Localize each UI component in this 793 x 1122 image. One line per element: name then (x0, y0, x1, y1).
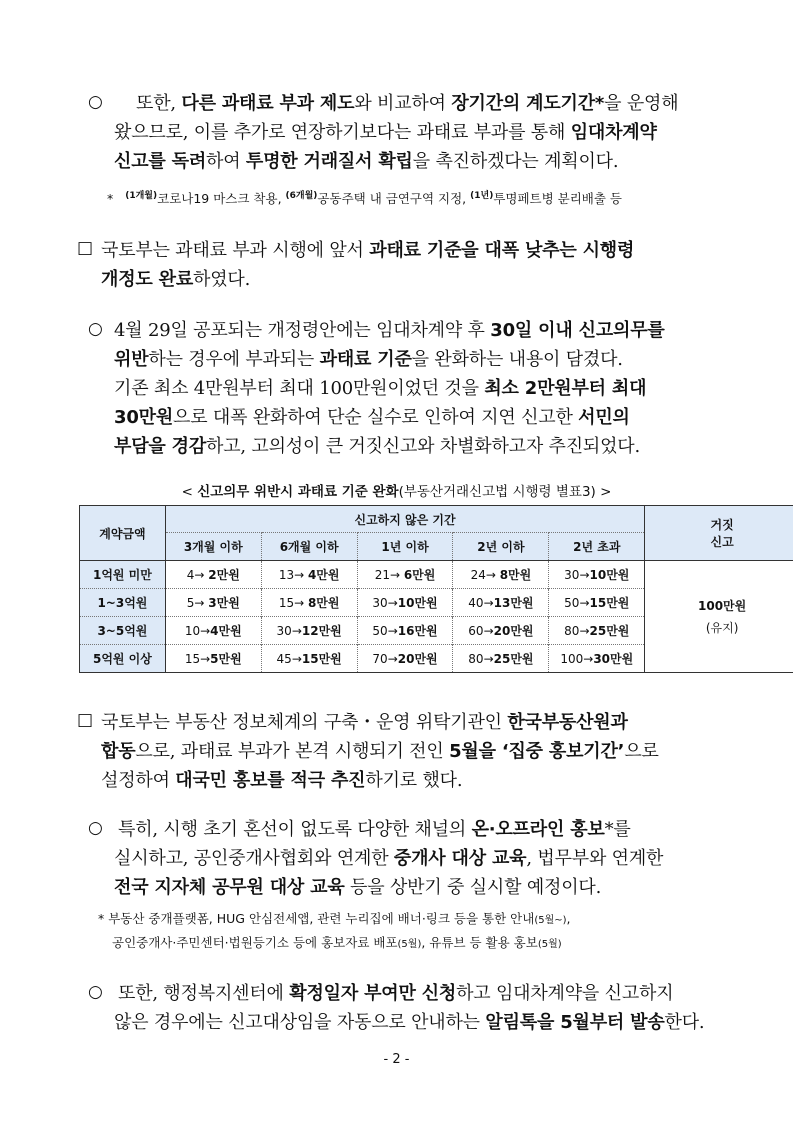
body-text: 4월 29일 공포되는 개정령안에는 임대차계약 후 (114, 320, 491, 341)
bullet-circle-marker: ○ (88, 92, 103, 112)
emphasis-text: 온·오프라인 홍보 (471, 819, 605, 840)
new-fine: 25만원 (493, 652, 534, 666)
emphasis-text: 과태료 기준을 대폭 낮추는 시행령 (369, 240, 635, 261)
bullet-circle-marker: ○ (88, 818, 103, 838)
emphasis-text: 30만원 (114, 407, 174, 428)
old-fine: 50→ (564, 596, 590, 610)
table-caption (0, 480, 793, 500)
body-text: 왔으므로, 이를 추가로 연장하기보다는 과태료 부과를 통해 (114, 122, 571, 143)
text-line (114, 118, 678, 147)
new-fine: 15만원 (301, 652, 342, 666)
new-fine: 6만원 (403, 568, 436, 582)
old-fine: 40→ (468, 596, 494, 610)
text-line (101, 265, 634, 294)
old-fine: 60→ (468, 624, 494, 638)
table-cell (165, 561, 261, 589)
body-text: 하였다. (193, 269, 251, 290)
body-text: 와 비교하여 (354, 93, 452, 114)
new-fine: 3만원 (208, 596, 240, 610)
footnote-line (98, 908, 571, 932)
new-fine: 16만원 (397, 624, 438, 638)
emphasis-text: 알림톡을 5월부터 발송 (485, 1012, 665, 1033)
emphasis-text: 개정도 완료 (101, 269, 194, 290)
body-text: 을 운영해 (604, 93, 679, 114)
table-cell (549, 617, 645, 645)
emphasis-text: 신고를 독려 (114, 151, 207, 172)
new-fine: 10만원 (397, 596, 438, 610)
false-report-fine (645, 561, 793, 673)
body-text: , 법무부와 연계한 (526, 848, 664, 869)
text-line (114, 432, 665, 461)
emphasis-text: 30일 이내 신고의무를 (490, 320, 665, 341)
table-cell (165, 645, 261, 673)
emphasis-text: 과태료 기준 (319, 349, 412, 370)
paragraph-promotion-period (77, 708, 659, 795)
body-text: 한다. (664, 1012, 705, 1033)
body-text: 을 완화하는 내용이 담겼다. (411, 349, 623, 370)
old-fine: 80→ (564, 624, 590, 638)
emphasis-text: 전국 지자체 공무원 대상 교육 (114, 877, 345, 898)
table-cell (261, 617, 357, 645)
period-header: 2년 이하 (453, 533, 549, 561)
body-text: 으로 대폭 완화하여 단순 실수로 인하여 지연 신고한 (173, 407, 579, 428)
false-report-note: (유지) (705, 620, 739, 635)
caption-close: > (595, 484, 612, 500)
footnote-item (470, 191, 622, 206)
footnote-duration: (1개월) (125, 191, 158, 201)
old-fine: 15→ (278, 596, 308, 610)
new-fine: 12만원 (301, 624, 342, 638)
emphasis-text: 확정일자 부여만 신청 (289, 983, 457, 1004)
old-fine: 21→ (374, 568, 404, 582)
emphasis-text: 5월을 ‘집중 홍보기간’ (449, 741, 625, 762)
old-fine: 30→ (564, 568, 590, 582)
emphasis-text: 대국민 홍보를 적극 추진 (175, 770, 366, 791)
bullet-circle-marker: ○ (88, 319, 103, 339)
text-line (114, 147, 678, 176)
footnote-text: 공인중개사·주민센터·법원등기소 등에 홍보자료 배포 (112, 935, 398, 950)
table-cell (165, 617, 261, 645)
emphasis-text: 최소 2만원부터 최대 (484, 378, 647, 399)
new-fine: 4만원 (307, 568, 340, 582)
body-text: 을 촉진하겠다는 계획이다. (412, 151, 619, 172)
text-line (118, 979, 704, 1008)
table-cell (357, 561, 453, 589)
old-fine: 50→ (372, 624, 398, 638)
old-fine: 4→ (186, 568, 209, 582)
old-fine: 5→ (186, 596, 209, 610)
body-text: 하기로 했다. (365, 770, 463, 791)
row-label: 3~5억원 (80, 617, 166, 645)
new-fine: 15만원 (589, 596, 630, 610)
text-line (114, 873, 663, 902)
header-contract-amount: 계약금액 (80, 506, 166, 561)
period-header: 2년 초과 (549, 533, 645, 561)
footnote-item (125, 191, 285, 206)
old-fine: 10→ (184, 624, 211, 638)
emphasis-text: 위반 (114, 349, 149, 370)
body-text: 국토부는 부동산 정보체계의 구축・운영 위탁기관인 (101, 712, 508, 733)
caption-source: (부동산거래신고법 시행령 별표3) (398, 484, 596, 500)
old-fine: 100→ (560, 652, 594, 666)
text-line (136, 89, 678, 118)
footnote-item (286, 191, 471, 206)
footnote-date: (5월) (537, 939, 562, 950)
new-fine: 8만원 (307, 596, 340, 610)
table-cell (357, 645, 453, 673)
old-fine: 13→ (278, 568, 308, 582)
footnote-line (112, 932, 571, 956)
header-false-line1: 거짓 (710, 518, 734, 532)
emphasis-text: 중개사 대상 교육 (393, 848, 527, 869)
old-fine: 30→ (372, 596, 398, 610)
text-line (114, 1008, 704, 1037)
header-unreported-period: 신고하지 않은 기간 (165, 506, 644, 533)
bullet-circle-marker: ○ (88, 982, 103, 1002)
body-text: 국토부는 과태료 부과 시행에 앞서 (101, 240, 370, 261)
page-number: - 2 - (383, 1052, 410, 1067)
emphasis-text: 투명한 거래질서 확립 (245, 151, 413, 172)
footnote-grace-examples (107, 185, 622, 210)
caption-title: 신고의무 위반시 과태료 기준 완화 (197, 484, 399, 500)
table-cell (549, 589, 645, 617)
fine-standard-table (79, 505, 793, 673)
row-label: 1~3억원 (80, 589, 166, 617)
table-cell (453, 561, 549, 589)
footnote-item-text: 공동주택 내 금연구역 지정, (317, 191, 471, 206)
old-fine: 24→ (470, 568, 500, 582)
table-cell (165, 589, 261, 617)
period-header: 6개월 이하 (261, 533, 357, 561)
footnote-duration: (6개월) (285, 191, 318, 201)
footnote-date: (5월~) (534, 915, 567, 926)
emphasis-text: 한국부동산원과 (507, 712, 628, 733)
row-label: 5억원 이상 (80, 645, 166, 673)
text-line (101, 766, 659, 795)
old-fine: 15→ (184, 652, 211, 666)
body-text: *를 (604, 819, 631, 840)
table-cell (261, 645, 357, 673)
footnote-duration: (1년) (470, 191, 494, 201)
text-line (101, 737, 659, 766)
new-fine: 30만원 (593, 652, 634, 666)
footnote-text: , (566, 911, 571, 926)
period-header: 1년 이하 (357, 533, 453, 561)
emphasis-text: 다른 과태료 부과 제도 (181, 93, 355, 114)
paragraph-online-offline-promotion (114, 815, 663, 902)
text-line (118, 815, 663, 844)
paragraph-notification-talk (114, 979, 704, 1037)
body-text: 으로, 과태료 부과가 본격 시행되기 전인 (135, 741, 450, 762)
row-label: 1억원 미만 (80, 561, 166, 589)
table-cell (453, 589, 549, 617)
table-cell (549, 645, 645, 673)
paragraph-decree-amendment (77, 236, 634, 294)
header-false-report (645, 506, 793, 561)
table-cell (357, 617, 453, 645)
new-fine: 10만원 (589, 568, 630, 582)
false-report-value: 100만원 (698, 598, 747, 613)
old-fine: 30→ (276, 624, 302, 638)
caption-open: < (181, 484, 198, 500)
new-fine: 20만원 (493, 624, 534, 638)
footnote-text: , 유튜브 등 활용 홍보 (421, 935, 538, 950)
new-fine: 25만원 (589, 624, 630, 638)
body-text: 하는 경우에 부과되는 (148, 349, 320, 370)
emphasis-text: 장기간의 계도기간* (451, 93, 605, 114)
bullet-square-marker: □ (77, 238, 94, 258)
new-fine: 2만원 (208, 568, 240, 582)
body-text: 하고 임대차계약을 신고하지 (456, 983, 674, 1004)
body-text: 또한, (136, 93, 182, 114)
text-line (101, 708, 659, 737)
footnote-text: 부동산 중개플랫폼, HUG 안심전세앱, 관련 누리집에 배너·링크 등을 통한 안내 (108, 911, 535, 926)
text-line (114, 316, 665, 345)
new-fine: 8만원 (499, 568, 532, 582)
body-text: 실시하고, 공인중개사협회와 연계한 (114, 848, 394, 869)
new-fine: 20만원 (397, 652, 438, 666)
footnote-item-text: 투명페트병 분리배출 등 (493, 191, 623, 206)
paragraph-fine-reduction (114, 316, 665, 461)
new-fine: 4만원 (210, 624, 242, 638)
old-fine: 45→ (276, 652, 302, 666)
body-text: 않은 경우에는 신고대상임을 자동으로 안내하는 (114, 1012, 486, 1033)
footnote-promotion-channels (98, 908, 571, 956)
old-fine: 80→ (468, 652, 494, 666)
footnote-star: * (98, 911, 105, 926)
new-fine: 13만원 (493, 596, 534, 610)
text-line (114, 403, 665, 432)
body-text: 하여 (206, 151, 246, 172)
table-row (80, 561, 793, 589)
body-text: 설정하여 (101, 770, 176, 791)
emphasis-text: 서민의 (578, 407, 630, 428)
emphasis-text: 합동 (101, 741, 136, 762)
table-cell (261, 589, 357, 617)
body-text: 으로 (624, 741, 659, 762)
body-text: 기존 최소 4만원부터 최대 100만원이었던 것을 (114, 378, 485, 399)
table-cell (261, 561, 357, 589)
body-text: 등을 상반기 중 실시할 예정이다. (344, 877, 602, 898)
footnote-item-text: 코로나19 마스크 착용, (157, 191, 286, 206)
emphasis-text: 임대차계약 (570, 122, 657, 143)
paragraph-grace-period (114, 89, 678, 176)
body-text: 특히, 시행 초기 혼선이 없도록 다양한 채널의 (118, 819, 472, 840)
body-text: 또한, 행정복지센터에 (118, 983, 290, 1004)
table-cell (453, 645, 549, 673)
header-false-line2: 신고 (710, 535, 734, 549)
period-header: 3개월 이하 (165, 533, 261, 561)
emphasis-text: 부담을 경감 (114, 436, 207, 457)
old-fine: 70→ (372, 652, 398, 666)
table-cell (549, 561, 645, 589)
table-cell (357, 589, 453, 617)
text-line (114, 345, 665, 374)
footnote-date: (5월) (397, 939, 422, 950)
text-line (114, 374, 665, 403)
body-text: 하고, 고의성이 큰 거짓신고와 차별화하고자 추진되었다. (206, 436, 640, 457)
text-line (101, 236, 634, 265)
table-cell (453, 617, 549, 645)
new-fine: 5만원 (210, 652, 242, 666)
bullet-square-marker: □ (77, 710, 94, 730)
text-line (114, 844, 663, 873)
footnote-star: * (107, 191, 114, 206)
